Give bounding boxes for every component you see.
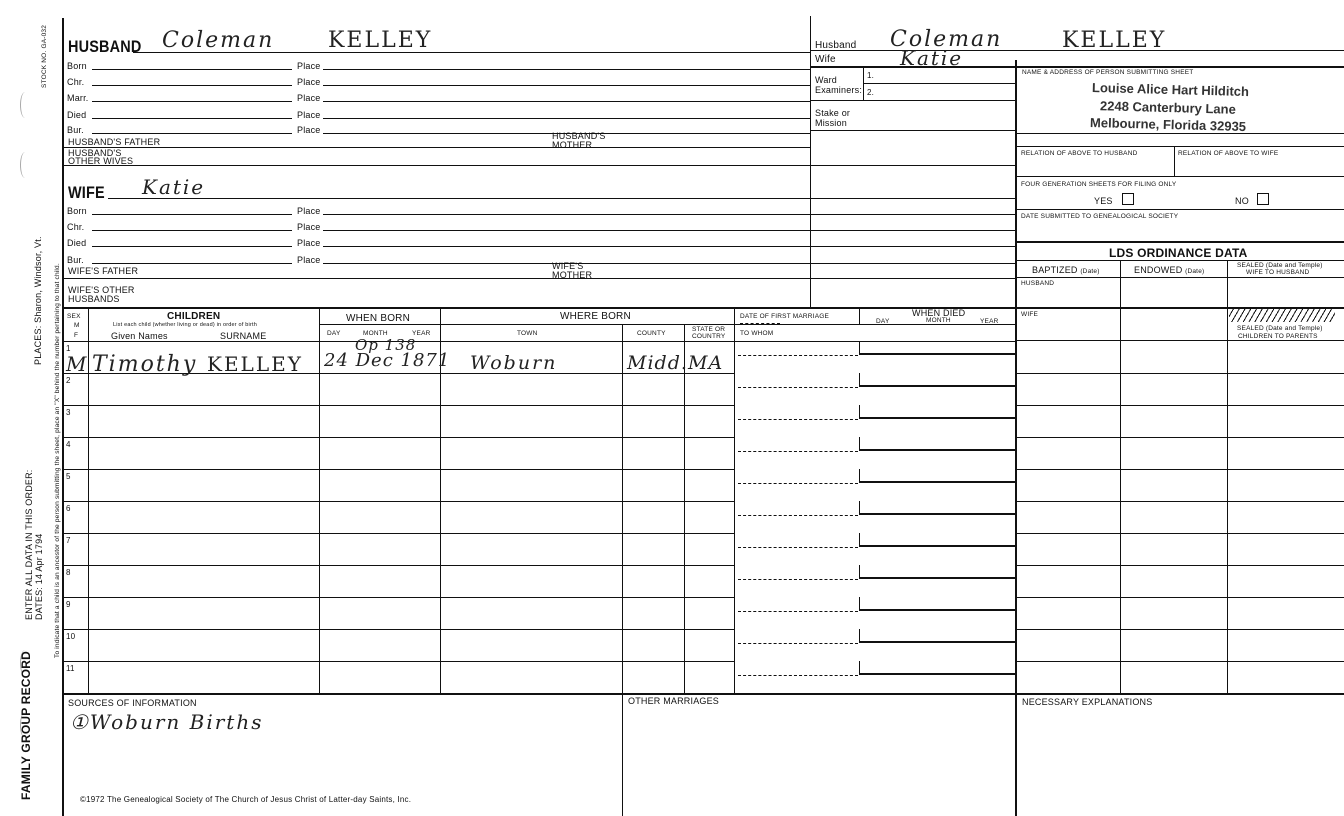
child-died-bracket (859, 565, 1015, 579)
instructions-places: PLACES: Sharon, Windsor, Vt. (33, 236, 43, 365)
lds-sealed-wife-1: SEALED (Date and Temple) (1237, 262, 1323, 269)
wife-mother-label-2: MOTHER (552, 270, 593, 280)
died-year-label: YEAR (980, 318, 999, 325)
other-marriages-divider (622, 693, 623, 816)
submitter-bottom-line (1015, 133, 1344, 134)
wife-section-bottom (62, 307, 1015, 309)
marriage-col-divider (859, 307, 860, 325)
ward-husband-given: Coleman (890, 27, 1003, 52)
child-1-sex: M (66, 352, 87, 376)
child-1-surname: KELLEY (207, 352, 303, 376)
child-row-line (62, 629, 734, 630)
child-marriage-dash (738, 451, 858, 452)
sex-m-label: M (74, 322, 80, 329)
examiners-label: Examiners: (815, 85, 863, 95)
husband-mother-label-2: MOTHER (552, 140, 593, 150)
lds-sealed-wife-2: WIFE TO HUSBAND (1246, 269, 1310, 276)
surname-label: SURNAME (220, 331, 267, 341)
child-row-number: 2 (66, 376, 71, 385)
died-month-label: MONTH (926, 317, 951, 324)
husband-heading: HUSBAND (68, 37, 142, 56)
child-row-line (62, 469, 734, 470)
child-died-bracket (859, 661, 1015, 675)
center-divider (810, 16, 811, 308)
wife-bur-place-label: Place (297, 255, 321, 265)
child-row-line (62, 597, 734, 598)
ward-bottom-line (810, 100, 1015, 101)
ward-wife-line (810, 66, 1344, 68)
child-died-bracket (859, 341, 1015, 355)
punch-hole (20, 92, 30, 118)
child-row-number: 6 (66, 504, 71, 513)
husband-chr-place-line (323, 85, 810, 86)
husband-born-place-label: Place (297, 61, 321, 71)
relation-divider (1174, 146, 1175, 176)
husband-mother-label-1: HUSBAND'S (552, 131, 606, 141)
child-row-line (62, 437, 734, 438)
when-born-label: WHEN BORN (346, 313, 411, 324)
examiner-1-line (863, 83, 1015, 84)
lds-header-line (1015, 277, 1344, 278)
instructions-order: ENTER ALL DATA IN THIS ORDER: (24, 469, 34, 620)
relation-top-line (1015, 146, 1344, 147)
when-died-sub-line (734, 324, 1015, 325)
child-marriage-dash (738, 643, 858, 644)
first-marriage-label: DATE OF FIRST MARRIAGE (740, 313, 830, 320)
lds-baptized-sub: (Date) (1080, 268, 1100, 275)
wife-born-label: Born (67, 206, 87, 216)
right-divider (1015, 60, 1017, 816)
submitter-street: 2248 Canterbury Lane (1099, 98, 1237, 117)
wife-chr-place-line (323, 230, 1015, 231)
child-row-line (62, 405, 734, 406)
ward-wife-label: Wife (815, 54, 836, 65)
given-names-label: Given Names (111, 331, 168, 341)
wife-chr-place-label: Place (297, 222, 321, 232)
wife-died-line (92, 246, 292, 247)
born-year-label: YEAR (412, 330, 431, 337)
child-marriage-dash (738, 515, 858, 516)
wife-heading: WIFE (68, 183, 105, 202)
examiner-2: 2. (867, 88, 875, 97)
child-1-town: Woburn (470, 352, 558, 374)
punch-hole (20, 152, 30, 178)
left-border (62, 18, 64, 816)
child-died-bracket (859, 405, 1015, 419)
child-row-line (62, 661, 734, 662)
husband-marr-place-line (323, 101, 810, 102)
wife-chr-line (92, 230, 292, 231)
lds-wife-row-line (1015, 340, 1344, 341)
lds-child-row-line (1015, 469, 1344, 470)
county-label: COUNTY (637, 330, 666, 337)
lds-child-row-line (1015, 661, 1344, 662)
child-1-born: 24 Dec 1871 (324, 350, 451, 371)
town-col-divider (622, 324, 623, 694)
husband-other-wives-2: OTHER WIVES (68, 156, 134, 166)
husband-died-place-label: Place (297, 110, 321, 120)
where-born-label: WHERE BORN (560, 311, 631, 322)
wife-father-label: WIFE'S FATHER (68, 266, 139, 276)
ward-label: Ward (815, 75, 837, 85)
wife-bur-line (92, 263, 292, 264)
lds-child-row-line (1015, 533, 1344, 534)
when-born-sub-line (319, 324, 734, 325)
child-marriage-dash (738, 675, 858, 676)
husband-bur-place-label: Place (297, 125, 321, 135)
lds-husband-row: HUSBAND (1021, 280, 1055, 287)
lds-child-row-line (1015, 405, 1344, 406)
county-col-divider (684, 324, 685, 694)
child-row-line (62, 565, 734, 566)
stake-label-2: Mission (815, 118, 847, 128)
wife-born-line (92, 214, 292, 215)
husband-marr-line (92, 101, 292, 102)
child-died-bracket (859, 437, 1015, 451)
lds-wife-row: WIFE (1021, 311, 1039, 318)
wife-other-husbands-2: HUSBANDS (68, 294, 120, 304)
child-1-born-note: Op 138 (355, 336, 417, 354)
relation-bottom-line (1015, 176, 1344, 177)
lds-child-row-line (1015, 629, 1344, 630)
sources-label: SOURCES OF INFORMATION (68, 698, 197, 708)
date-submitted-label: DATE SUBMITTED TO GENEALOGICAL SOCIETY (1021, 213, 1179, 220)
born-month-label: MONTH (363, 330, 388, 337)
child-row-number: 1 (66, 344, 71, 353)
husband-given-name: Coleman (162, 28, 275, 53)
husband-father-label: HUSBAND'S FATHER (68, 137, 161, 147)
child-marriage-dash (738, 483, 858, 484)
lds-sealed-children-1: SEALED (Date and Temple) (1237, 325, 1323, 332)
four-gen-no-label: NO (1235, 196, 1249, 206)
child-died-bracket (859, 469, 1015, 483)
child-row-number: 3 (66, 408, 71, 417)
submitter-name: Louise Alice Hart Hilditch (1091, 79, 1250, 100)
children-note: List each child (whether living or dead) in order of birth (113, 322, 257, 328)
lds-child-row-line (1015, 373, 1344, 374)
relation-husband-label: RELATION OF ABOVE TO HUSBAND (1021, 150, 1138, 157)
husband-marr-place-label: Place (297, 93, 321, 103)
died-day-label: DAY (876, 318, 890, 325)
state-label-2: COUNTRY (692, 333, 726, 340)
date-submitted-bottom-line (1015, 241, 1344, 243)
husband-died-place-line (323, 118, 810, 119)
child-died-bracket (859, 373, 1015, 387)
wife-given-name: Katie (142, 175, 206, 199)
ward-wife-given: Katie (900, 46, 964, 70)
lds-sealed-children-2: CHILDREN TO PARENTS (1238, 333, 1318, 340)
lds-endowed-text: ENDOWED (1134, 265, 1183, 275)
children-label: CHILDREN (167, 311, 221, 322)
child-1-county: Midd. (627, 352, 688, 374)
sex-f-label: F (74, 332, 79, 339)
lds-title-line (1015, 260, 1344, 261)
child-row-number: 5 (66, 472, 71, 481)
four-gen-yes-checkbox[interactable] (1122, 193, 1134, 205)
ward-husband-surname: KELLEY (1062, 28, 1167, 53)
child-marriage-dash (738, 579, 858, 580)
children-table-bottom (62, 693, 1344, 695)
wife-died-place-label: Place (297, 238, 321, 248)
husband-bur-line (92, 133, 292, 134)
four-gen-bottom-line (1015, 209, 1344, 210)
child-row-number: 7 (66, 536, 71, 545)
child-marriage-dash (738, 355, 858, 356)
relation-wife-label: RELATION OF ABOVE TO WIFE (1178, 150, 1279, 157)
state-col-divider (734, 307, 735, 694)
child-row-line (62, 533, 734, 534)
wife-name-line (108, 198, 1015, 199)
child-row-number: 9 (66, 600, 71, 609)
wife-born-place-label: Place (297, 206, 321, 216)
instructions-ancestor: To indicate that a child is an ancestor of the person submitting the sheet, place an "X" behind the number pertaining to that child. (54, 263, 61, 658)
wife-other-husbands-1: WIFE'S OTHER (68, 285, 135, 295)
child-marriage-dash (738, 611, 858, 612)
husband-born-line (92, 69, 292, 70)
child-died-bracket (859, 501, 1015, 515)
child-marriage-dash (738, 547, 858, 548)
child-row-number: 8 (66, 568, 71, 577)
wife-died-label: Died (67, 238, 87, 248)
lds-baptized-label (1032, 265, 1100, 275)
stake-bottom-line (810, 130, 1015, 131)
child-died-bracket (859, 533, 1015, 547)
sex-label: SEX (67, 313, 81, 320)
stake-label-1: Stake or (815, 108, 851, 118)
wife-bur-label: Bur. (67, 255, 84, 265)
explanations-label: NECESSARY EXPLANATIONS (1022, 697, 1153, 707)
husband-bur-label: Bur. (67, 125, 84, 135)
child-1-state: MA (688, 352, 724, 374)
husband-other-wives-line (62, 165, 1015, 166)
child-1-given: Timothy (92, 352, 198, 377)
husband-died-line (92, 118, 292, 119)
lds-endowed-label (1134, 265, 1204, 275)
stock-number: STOCK NO. GA-032 (41, 24, 48, 88)
husband-born-label: Born (67, 61, 87, 71)
examiner-1: 1. (867, 71, 875, 80)
four-gen-no-checkbox[interactable] (1257, 193, 1269, 205)
submitter-label: NAME & ADDRESS OF PERSON SUBMITTING SHEET (1022, 69, 1194, 76)
lds-endowed-sub: (Date) (1185, 268, 1205, 275)
copyright: ©1972 The Genealogical Society of The Church of Jesus Christ of Latter-day Saints, Inc. (80, 795, 412, 804)
husband-other-wives-1: HUSBAND'S (68, 148, 122, 158)
husband-surname: KELLEY (328, 28, 433, 53)
child-died-bracket (859, 597, 1015, 611)
child-row-number: 11 (66, 664, 75, 673)
born-day-label: DAY (327, 330, 341, 337)
lds-hatch-block (1229, 309, 1335, 322)
child-row-line (62, 501, 734, 502)
sources-value: ①Woburn Births (70, 710, 264, 734)
husband-parents-line (62, 147, 810, 148)
husband-born-place-line (323, 69, 810, 70)
wife-bur-place-line (323, 263, 1015, 264)
child-row-number: 10 (66, 632, 76, 641)
husband-marr-label: Marr. (67, 93, 89, 103)
other-marriages-label: OTHER MARRIAGES (628, 696, 720, 706)
husband-chr-label: Chr. (67, 77, 85, 87)
lds-child-row-line (1015, 501, 1344, 502)
wife-parents-line (62, 278, 1015, 279)
town-label: TOWN (517, 330, 538, 337)
four-gen-yes-label: YES (1094, 196, 1113, 206)
child-marriage-dash (738, 387, 858, 388)
child-row-number: 4 (66, 440, 71, 449)
state-label-1: STATE OR (692, 326, 726, 333)
wife-mother-label-1: WIFE'S (552, 261, 584, 271)
lds-title: LDS ORDINANCE DATA (1109, 246, 1248, 260)
lds-child-row-line (1015, 437, 1344, 438)
lds-child-row-line (1015, 597, 1344, 598)
submitter-city: Melbourne, Florida 32935 (1089, 114, 1247, 135)
to-whom-label: TO WHOM (740, 330, 774, 337)
lds-baptized-text: BAPTIZED (1032, 265, 1078, 275)
husband-chr-place-label: Place (297, 77, 321, 87)
child-marriage-dash (738, 419, 858, 420)
ward-husband-label: Husband (815, 40, 857, 51)
husband-died-label: Died (67, 110, 87, 120)
wife-born-place-line (323, 214, 1015, 215)
child-died-bracket (859, 629, 1015, 643)
when-died-label: WHEN DIED (912, 308, 966, 318)
lds-child-row-line (1015, 565, 1344, 566)
four-gen-label: FOUR GENERATION SHEETS FOR FILING ONLY (1021, 181, 1177, 188)
wife-chr-label: Chr. (67, 222, 85, 232)
husband-chr-line (92, 85, 292, 86)
instructions-dates: DATES: 14 Apr 1794 (34, 533, 44, 620)
wife-died-place-line (323, 246, 1015, 247)
